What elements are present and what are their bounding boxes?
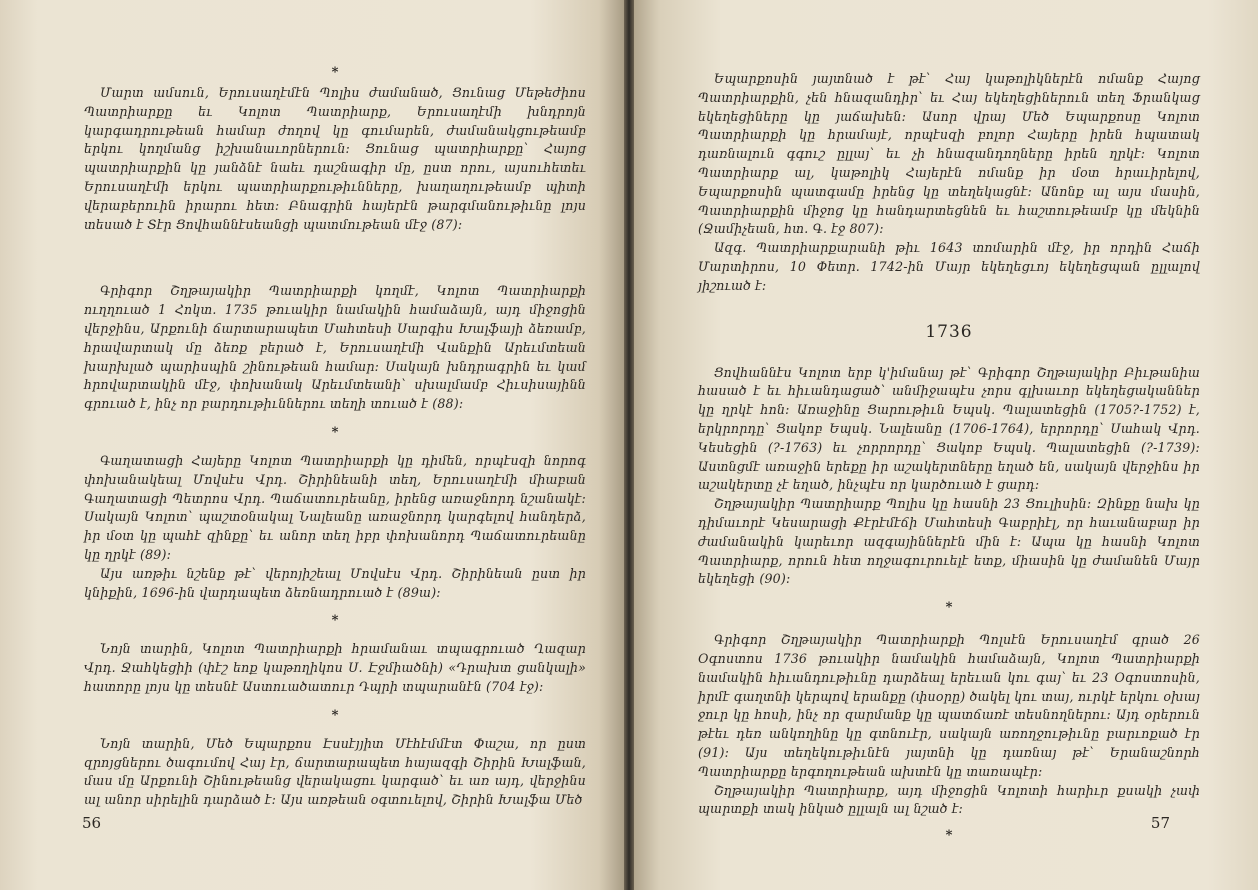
section-separator: * <box>331 424 339 440</box>
paragraph: Նոյն տարին, Մեծ Եպարքոս Էսսէյյիտ Մէհէմմէտ Փաշա, որ ըստ զրոյցներու ծագումով Հայ էր, ճարտարապետ հայազգի Շիրին Խալֆան, մաս մը Արքունի Շինութեանց վերակացու կարգած՝ եւ առ այդ, վերջինս ալ անոր սիրելին դարձած է։ Այս առթեան օգտուելով, Շիրին Խալֆա Մեծ <box>84 735 586 808</box>
paragraph: Շղթայակիր Պատրիարք Պոլիս կը հասնի 23 Ցուլիսին։ Զինքը նախ կը դիմաւորէ Կեսարացի Քէրէմէճի Մահտեսի Գաբրիէլ, որ հաւանաբար իր ժամանակին կարեւոր ազգայիններէն մին է։ Ապա կը հասնի Կոլոտ Պատրիարք, որուն հետ ողջագուրուելէ ետք, միասին կը ժամանեն Մայր եկեղեցի (90)։ <box>698 496 1200 587</box>
book-gutter <box>624 0 634 890</box>
paragraph: Եպարքոսին յայտնած է թէ՝ Հայ կաթոլիկներէն ոմանք Հայոց Պատրիարքին, չեն հնազանդիր՝ եւ Հայ եկեղեցիներուն տեղ Ֆրանկաց եկեղեցիները կը յաճախեն։ Ասոր վրայ Մեծ Եպարքոսը Կոլոտ Պատրիարքի կը հրամայէ, որպէսզի բոլոր Հայերը իրեն հպատակ դառնալուն գգուշ ըլլայ՝ եւ չի հնազանդողները իրեն ղրկէ։ Կոլոտ Պատրիարք ալ, կաթոլիկ Հայերէն ոմանք իր մօտ հրաւիրելով, Եպարքոսին պատգամը իրենց կը տեղեկացնէ։ Անոնք ալ այս մասին, Պատրիարքին միջոց կը հանդարտեցնեն եւ հաշտութեամբ կը մեկնին (Ջամիչեան, հտ. Գ. էջ 807)։ <box>698 71 1200 237</box>
left-page <box>0 0 624 890</box>
section-separator: * <box>331 613 339 629</box>
paragraph: Մարտ ամսուն, Երուսաղէմէն Պոլիս ժամանած, Ցունաց Մեթեժիոս Պատրիարքը եւ Կոլոտ Պատրիարք, Երուսաղէմի խնդրոյն կարգադրութեան համար ժողով կը գումարեն, ժամանակցութեամբ երկու կողմանց իշխանաւորներուն։ Ցունաց պատրիարքը՝ Հայոց պատրիարքին կը յանձնէ նաեւ դաշնագիր մը, ըստ որու, այսուհետեւ Երուսաղէմի երկու պատրիարքութիւնները, խաղաղութեամբ պիտի վերաբերուին իրարու հետ։ Բնագրին հայերէն թարգմանութիւնը լոյս տեսած է Տէր Ցովհաննէսեանցի պատմութեան մէջ (87)։ <box>84 85 586 232</box>
right-page <box>634 0 1258 890</box>
paragraph: Ցովհաննէս Կոլոտ երբ կ'իմանայ թէ՝ Գրիգոր Շղթայակիր Բիւթանիա հասած է եւ հիւանդացած՝ անմիջապէս չորս գլխաւոր եկեղեցականներ կը ղրկէ հոն։ Առաջինը Ցարութիւն Եպսկ. Պալատեցին (1705?-1752) է, երկրորդը՝ Ցակոբ Եպսկ. Նալեանը (1706-1764), երրորդը՝ Սահակ Վրդ. Կեսեցին (?-1763) եւ չորրորդը՝ Ցակոբ Եպսկ. Պալատեցին (?-1739)։ Աստնցմէ առաջին երեքը իր աշակերտները եղած են, սակայն վերջինս իր աշակերտը չէ եղած, ինչպէս որ կարծուած է ցարդ։ <box>698 364 1200 493</box>
paragraph: Գաղատացի Հայերը Կոլոտ Պատրիարքի կը դիմեն, որպէսզի նորոգ փոխանակեալ Մովսէս Վրդ. Շիրինեանի տեղ, Երուսաղէմի միաբան Գաղատացի Պետրոս Վրդ. Պաճատուրեանը, իրենց առաջնորդ նշանակէ։ Սակայն Կոլոտ՝ պաշտօնակալ Նալեանը առաջնորդ կարգելով հանդերձ, իր մօտ կը պահէ զինքը՝ եւ անոր տեղ իբր փոխանորդ Պաճատուրեանը կը ղրկէ (89)։ <box>84 452 586 562</box>
paragraph: Շղթայակիր Պատրիարք, այդ միջոցին Կոլոտի հարիւր քսակի չափ պարտքի տակ ինկած ըլլալն ալ նշած է։ <box>698 782 1200 817</box>
section-separator: * <box>331 707 339 723</box>
section-separator: * <box>945 600 953 616</box>
page-number: 57 <box>1150 814 1170 832</box>
paragraph: Գրիգոր Շղթայակիր Պատրիարքի կողմէ, Կոլոտ Պատրիարքի ուղղուած 1 Հոկտ. 1735 թուակիր նամակին համաձայն, այդ միջոցին վերջինս, Արքունի ճարտարապետ Մահտեսի Սարգիս Խալֆայի ձեռամբ, հրավարտակ մը ձեռք բերած է, Երուսաղէմի Վանքին Արեւմտեան խարխլած պարիսպին շինութեան համար։ Սակայն խնդրագրին եւ կամ հրովարտակին մէջ, փոխանակ Արեւմտեանի՝ սխալմամբ Հիւսիսայինն գրուած է, ինչ որ բարդութիւններու տեղի տուած է (88)։ <box>84 283 586 412</box>
page-number: 56 <box>82 814 102 832</box>
section-separator: * <box>331 65 339 80</box>
section-separator: * <box>945 828 953 844</box>
paragraph: Նոյն տարին, Կոլոտ Պատրիարքի հրամանաւ տպագրուած Ղազար Վրդ. Ջահկեցիի (փէշ եոք կաթողիկոս Ս. Էջմիածնի) «Դրախտ ցանկալի» հատորը լոյս կը տեսնէ Աստուածատուր Դպրի տպարանէն (704 էջ)։ <box>84 641 586 694</box>
paragraph: Գրիգոր Շղթայակիր Պատրիարքի Պոլսէն Երուսաղէմ գրած 26 Օգոստոս 1736 թուակիր նամակին համաձայն, Կոլոտ Պատրիարքի նամակին հիւանդութիւնը դարձեալ երեւան կու գայ՝ եւ 23 Օգոստոսին, իրմէ գաղտնի կերպով երանքը (փսօրը) ծակել կու տայ, ուրկէ երկու օխայ ջուր կը հոսի, ինչ որ զարմանք կը պատճառէ տեսնողներու։ Այդ օրերուն թէեւ դեռ անկողինը կը գտնուէր, սակայն առողջութիւնը բարւոքած էր (91)։ Այս տեղեկութիւնէն յայտնի կը դառնայ թէ՝ Երանաշնորհ Պատրիարքը երգողութեան ախտէն կը տառապէր։ <box>698 632 1200 779</box>
year-heading: 1736 <box>925 321 973 342</box>
paragraph: Ազգ. Պատրիարքարանի թիւ 1643 տոմարին մէջ, իր որդին Հաճի Մարտիրոս, 10 Փետր. 1742-ին Մայր եկեղեցւոյ եկեղեցպան ըլլալով յիշուած է։ <box>698 240 1200 293</box>
paragraph: Այս առթիւ նշենք թէ՝ վերոյիշեալ Մովսէս Վրդ. Շիրինեան ըստ իր կնիքին, 1696-ին վարդապետ ձեռնադրուած է (89ա)։ <box>84 565 586 600</box>
